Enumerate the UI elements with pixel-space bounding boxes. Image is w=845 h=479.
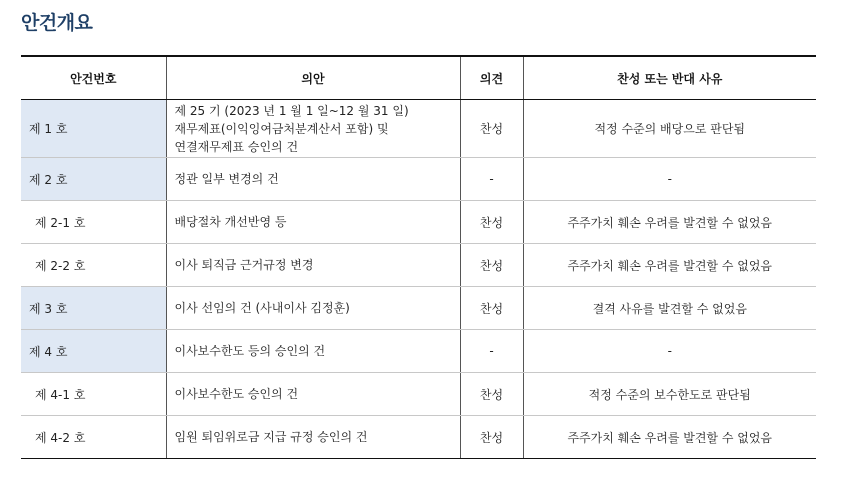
motion-cell: 배당절차 개선반영 등 [166, 201, 460, 244]
motion-line: 연결재무제표 승인의 건 [174, 139, 299, 154]
opinion-cell: 찬성 [460, 373, 523, 416]
table-row [21, 287, 816, 330]
agenda-number: 제 2-1 호 [21, 201, 166, 244]
reason-cell: 적정 수준의 보수한도로 판단됨 [523, 373, 816, 416]
reason-cell: - [523, 330, 816, 373]
agenda-number: 제 2 호 [21, 158, 166, 201]
page-title: 안건개요 [21, 12, 93, 34]
table-header-row [21, 56, 816, 100]
agenda-number: 제 4-2 호 [21, 416, 166, 459]
reason-cell: 결격 사유를 발견할 수 없었음 [523, 287, 816, 330]
opinion-cell: 찬성 [460, 287, 523, 330]
table-row [21, 330, 816, 373]
agenda-number: 제 3 호 [21, 287, 166, 330]
motion-cell: 이사 선임의 건 (사내이사 김정훈) [166, 287, 460, 330]
agenda-number: 제 4 호 [21, 330, 166, 373]
reason-cell: 주주가치 훼손 우려를 발견할 수 없었음 [523, 201, 816, 244]
agenda-number: 제 2-2 호 [21, 244, 166, 287]
agenda-number: 제 1 호 [21, 100, 166, 158]
header-agenda-number: 안건번호 [21, 56, 166, 100]
reason-cell: 주주가치 훼손 우려를 발견할 수 없었음 [523, 244, 816, 287]
table-row [21, 100, 816, 158]
motion-line: 제 25 기 (2023 년 1 월 1 일~12 월 31 일) [174, 103, 409, 118]
table-row [21, 244, 816, 287]
header-opinion: 의견 [460, 56, 523, 100]
header-motion: 의안 [166, 56, 460, 100]
motion-cell: 이사보수한도 승인의 건 [166, 373, 460, 416]
reason-cell: 적정 수준의 배당으로 판단됨 [523, 100, 816, 158]
motion-cell: 정관 일부 변경의 건 [166, 158, 460, 201]
opinion-cell: 찬성 [460, 416, 523, 459]
motion-cell [166, 100, 460, 158]
opinion-cell: 찬성 [460, 244, 523, 287]
opinion-cell: 찬성 [460, 100, 523, 158]
motion-line: 재무제표(이익잉여금처분계산서 포함) 및 [174, 121, 389, 136]
agenda-table [21, 55, 816, 459]
opinion-cell: 찬성 [460, 201, 523, 244]
header-reason: 찬성 또는 반대 사유 [523, 56, 816, 100]
agenda-number: 제 4-1 호 [21, 373, 166, 416]
table-row [21, 373, 816, 416]
motion-cell: 이사 퇴직금 근거규정 변경 [166, 244, 460, 287]
motion-cell: 임원 퇴임위로금 지급 규정 승인의 건 [166, 416, 460, 459]
table-row [21, 158, 816, 201]
reason-cell: - [523, 158, 816, 201]
opinion-cell: - [460, 330, 523, 373]
table-row [21, 416, 816, 459]
table-row [21, 201, 816, 244]
reason-cell: 주주가치 훼손 우려를 발견할 수 없었음 [523, 416, 816, 459]
motion-cell: 이사보수한도 등의 승인의 건 [166, 330, 460, 373]
opinion-cell: - [460, 158, 523, 201]
